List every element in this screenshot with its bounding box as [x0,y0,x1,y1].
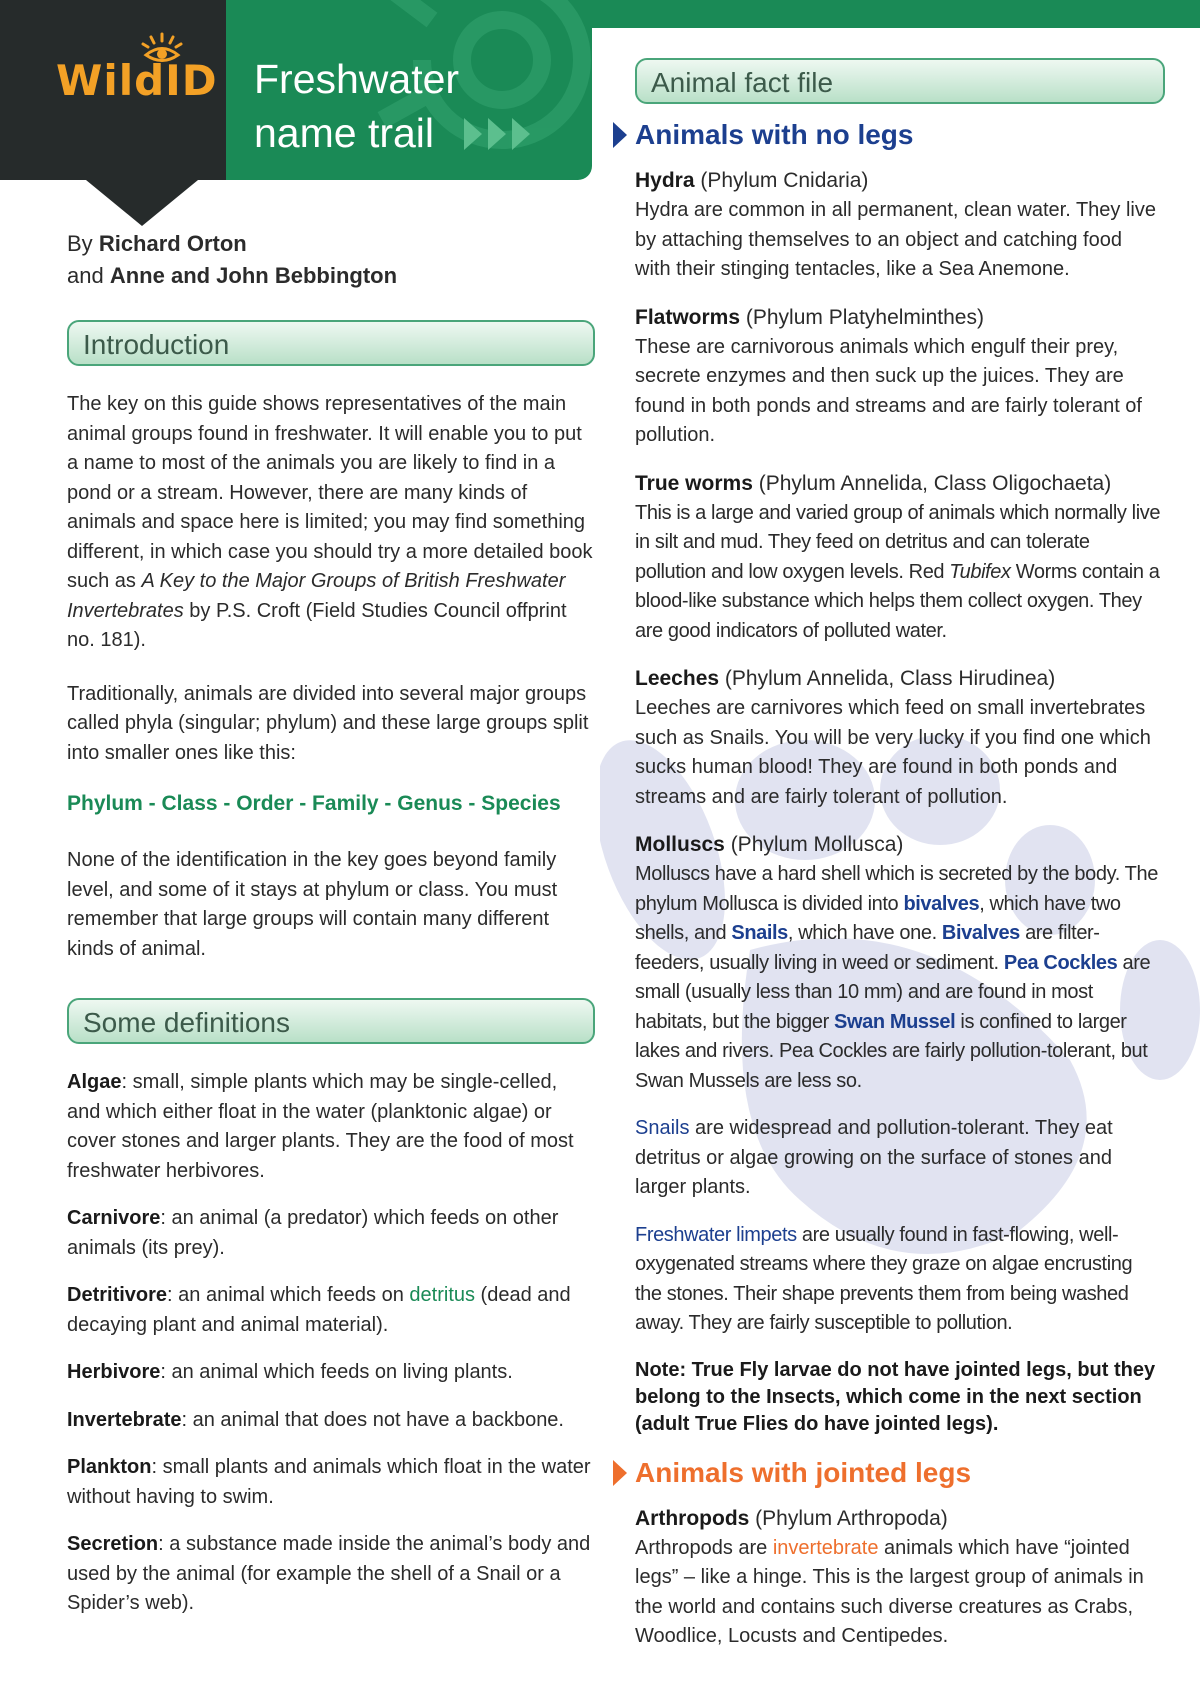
definition-carnivore: Carnivore: an animal (a predator) which feeds on other animals (its prey). [67,1207,559,1259]
definitions-heading: Some definitions [67,998,595,1044]
definition-plankton: Plankton: small plants and animals which float in the water without having to swim. [67,1456,591,1508]
swan-mussel-link[interactable]: Swan Mussel [834,1010,956,1033]
no-legs-heading: Animals with no legs [613,118,1163,152]
definition-secretion: Secretion: a substance made inside the animal’s body and used by the animal (for example the shell of a Snail or a Spider’s web). [67,1533,591,1614]
byline-by: By [67,231,93,256]
book-title: A Key to the Major Groups of British Freshwater Invertebrates [67,570,566,622]
definition-invertebrate: Invertebrate: an animal that does not have a backbone. [67,1408,564,1431]
limpets-text: Freshwater limpets are usually found in fast-flowing, well-oxygenated streams where they graze on algae encrusting the stones. Their shape prevents them from being washed away. They are fairly susceptible to pollution. [635,1223,1133,1334]
true-fly-note: Note: True Fly larvae do not have jointed legs, but they belong to the Insects, which come in the next section (adult True Flies do have jointed legs). [635,1358,1156,1435]
right-column [635,58,1163,1652]
bivalves-link-2[interactable]: Bivalves [941,922,1020,944]
pea-cockles-link[interactable]: Pea Cockles [1003,951,1118,974]
snails-link-2[interactable]: Snails [635,1117,690,1139]
hydra-text: Hydra are common in all permanent, clean water. They live by attaching themselves to an object and catching food with their stinging tentacles, like a Sea Anemone. [635,199,1156,280]
logo-pointer [86,180,198,226]
title-block [226,0,592,180]
arthropods-text: Arthropods are invertebrate animals which have “jointed legs” – like a hinge. This is the largest group of animals in the world and contains such diverse creatures as Crabs, Woodlice, Locusts and Centipedes. [635,1536,1144,1647]
title-line-1: Freshwater [254,56,460,102]
taxonomy-chain: Phylum - Class - Order - Family - Genus - Species [67,792,561,815]
leeches-title: Leeches (Phylum Annelida, Class Hirudinea) [635,667,1056,690]
molluscs-title: Molluscs (Phylum Mollusca) [635,833,904,856]
author-2: Anne and John Bebbington [109,263,398,288]
introduction-heading: Introduction [67,320,595,366]
bivalves-link[interactable]: bivalves [903,892,980,915]
invertebrate-link[interactable]: invertebrate [772,1536,879,1559]
logo-block [0,0,226,180]
logo-text: WildID [56,56,218,105]
jointed-legs-heading: Animals with jointed legs [613,1456,1163,1490]
title-line-2: name trail [254,110,435,156]
forward-arrows-icon [464,114,536,154]
definition-detritivore: Detritivore: an animal which feeds on detritus (dead and decaying plant and animal material). [67,1284,571,1336]
intro-paragraph-2: Traditionally, animals are divided into several major groups called phyla (singular; phylum) and these large groups split into smaller ones like this: [67,682,589,764]
definition-herbivore: Herbivore: an animal which feeds on living plants. [67,1361,513,1383]
flatworms-text: These are carnivorous animals which engulf their prey, secrete enzymes and then suck up the juices. They are found in both ponds and streams and are fairly tolerant of pollution. [635,335,1142,446]
intro-paragraph-1: The key on this guide shows representatives of the main animal groups found in freshwater. It will enable you to put a name to most of the animals you are likely to find in a pond or a stream. However, there are many kinds of animals and space here is limited; you may find something different, in which case you should try a more detailed book such as A Key to the Major Groups of British Freshwater Invertebrates by P.S. Croft (Field Studies Council offprint no. 181). [67,393,593,651]
snails-text: Snails are widespread and pollution-tolerant. They eat detritus or algae growing on the surface of stones and larger plants. [635,1117,1113,1198]
byline [67,228,595,292]
true-worms-title: True worms (Phylum Annelida, Class Oligochaeta) [635,471,1112,495]
byline-and: and [67,263,104,288]
definition-algae: Algae: small, simple plants which may be single-celled, and which either float in the water (planktonic algae) or cover stones and larger plants. They are the food of most freshwater herbivores. [67,1071,574,1182]
snails-link[interactable]: Snails [731,922,788,944]
flatworms-title: Flatworms (Phylum Platyhelminthes) [635,305,984,329]
detritus-link[interactable]: detritus [409,1284,475,1306]
fact-file-heading: Animal fact file [635,58,1165,104]
molluscs-text: Molluscs have a hard shell which is secreted by the body. The phylum Mollusca is divided into bivalves, which have two shells, and Snails, which have one. Bivalves are filter-feeders, usually living in weed or sediment. Pea Cockles are small (usually less than 10 mm) and are found in most habitats, but the bigger Swan Mussel is confined to larger lakes and rivers. Pea Cockles are fairly pollution-tolerant, but Swan Mussels are less so. [635,863,1158,1092]
author-1: Richard Orton [98,231,247,256]
triangle-bullet-icon [613,1460,627,1486]
leeches-text: Leeches are carnivores which feed on small invertebrates such as Snails. You will be very lucky if you find one which sucks human blood! They are found in both ponds and streams and are fairly tolerant of pollution. [635,697,1151,808]
hydra-title: Hydra (Phylum Cnidaria) [635,169,869,192]
intro-paragraph-3: None of the identification in the key goes beyond family level, and some of it stays at phylum or class. You must remember that large groups will contain many different kinds of animal. [67,849,558,960]
arthropods-title: Arthropods (Phylum Arthropoda) [635,1506,948,1530]
limpets-link[interactable]: Freshwater limpets [635,1223,797,1246]
left-column [67,228,595,1619]
triangle-bullet-icon [613,122,627,148]
true-worms-text: This is a large and varied group of animals which normally live in silt and mud. They feed on detritus and can tolerate pollution and low oxygen levels. Red Tubifex Worms contain a blood-like substance which helps them collect oxygen. They are good indicators of polluted water. [635,501,1161,642]
